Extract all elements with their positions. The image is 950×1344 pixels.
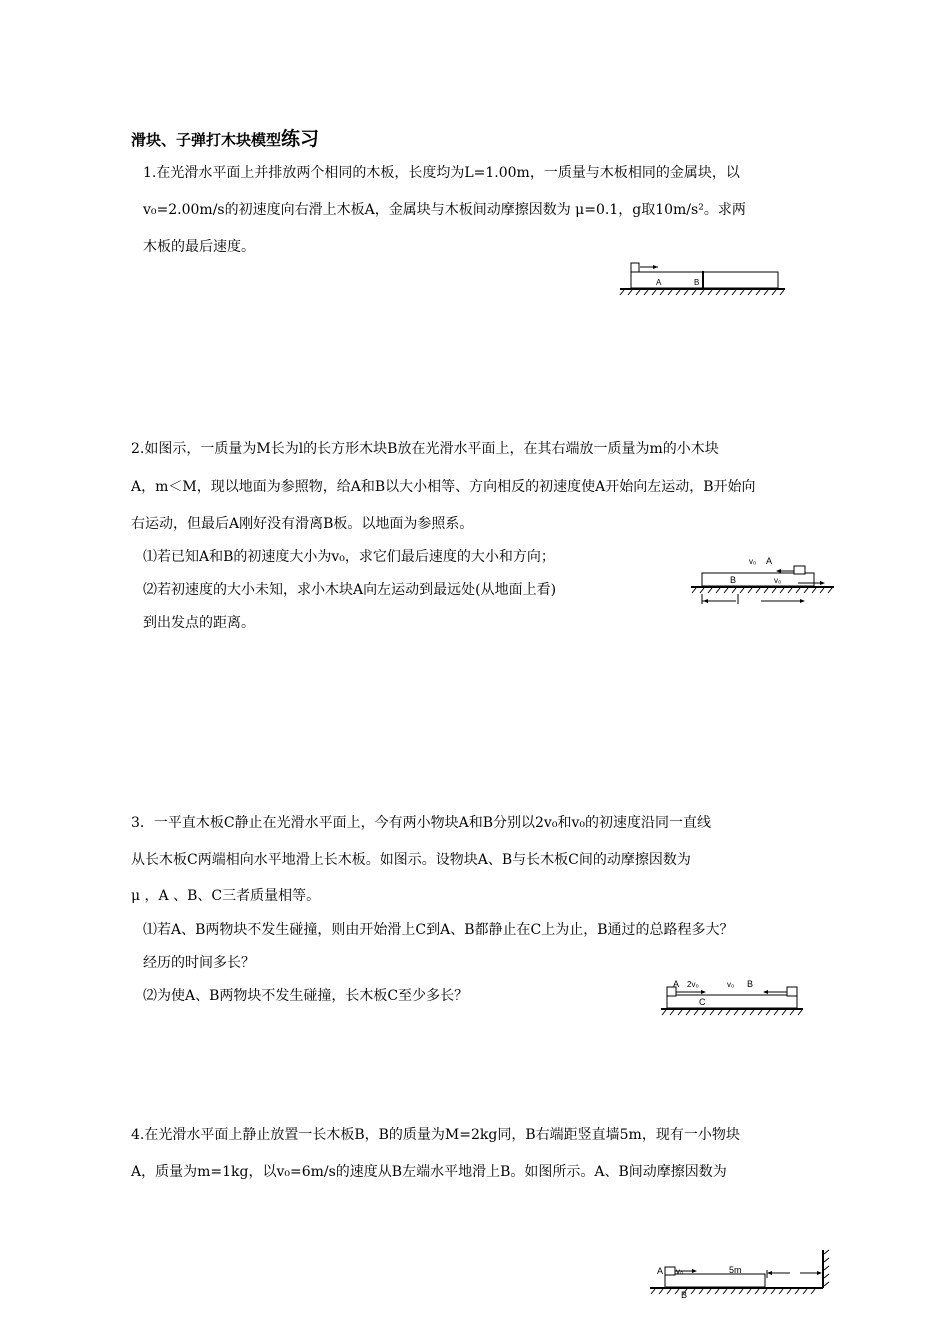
q3-block-b (787, 987, 797, 996)
q4-line-2: A，质量为m=1kg，以v₀=6m/s的速度从B左端水平地滑上B。如图所示。A、B间动摩擦因数为 (131, 1164, 727, 1180)
q1-board-a (631, 272, 703, 288)
q2-label-v0-bottom: v₀ (774, 576, 782, 585)
q1-board-b (703, 272, 778, 288)
q2-label-v0-top: v₀ (749, 557, 757, 566)
q1-ground-hatch (620, 290, 784, 295)
page-title (131, 124, 319, 151)
q3-line-3: μ ，A 、B、C三者质量相等。 (131, 888, 321, 904)
q3-line-1: 3．一平直木板C静止在光滑水平面上，今有两小物块A和B分别以2v₀和v₀的初速度沿同一直线 (131, 815, 711, 831)
q4-label-5m: 5m (729, 1265, 742, 1275)
q2-line-3: 右运动，但最后A刚好没有滑离B板。以地面为参照系。 (131, 516, 474, 532)
q3-ground-hatch (662, 1010, 802, 1015)
q1-line-3: 木板的最后速度。 (143, 239, 255, 255)
q2-board-b (702, 573, 814, 586)
q3-label-b: B (747, 979, 754, 989)
q4-figure (645, 1248, 845, 1300)
q4-line-1: 4.在光滑水平面上静止放置一长木板B，B的质量为M=2kg同，B右端距竖直墙5m，现有一小物块 (131, 1127, 740, 1143)
q2-line-6: 到出发点的距离。 (143, 615, 255, 631)
q2-block-a (794, 566, 805, 574)
q3-board-c (667, 995, 797, 1008)
q3-line-5: 经历的时间多长？ (143, 955, 255, 971)
q2-line-2: A，m＜M，现以地面为参照物，给A和B以大小相等、方向相反的初速度使A开始向左运动，B开始向 (131, 479, 756, 495)
q3-label-a: A (673, 979, 680, 989)
q1-line-1: 1.在光滑水平面上并排放两个相同的木板，长度均为L=1.00m，一质量与木板相同的金属块，以 (143, 165, 740, 181)
q1-metal-block (631, 263, 639, 272)
q2-figure (686, 552, 836, 614)
q4-wall-hatch (824, 1250, 829, 1286)
q3-label-2v0: 2v₀ (687, 980, 699, 989)
q3-label-v0: v₀ (727, 980, 735, 989)
q2-ground-hatch (692, 588, 832, 593)
q1-label-a: A (656, 278, 662, 287)
q3-figure (657, 976, 807, 1022)
q4-block-a (665, 1267, 675, 1275)
title-main: 滑块、子弹打木块模型 (131, 131, 282, 149)
q2-line-1: 2.如图示，一质量为M长为l的长方形木块B放在光滑水平面上，在其右端放一质量为m的小木块 (131, 441, 719, 457)
q2-label-b: B (730, 575, 737, 585)
q3-line-6: ⑵为使A、B两物块不发生碰撞，长木板C至少多长？ (143, 988, 469, 1004)
q4-label-a: A (657, 1266, 664, 1276)
q3-label-c: C (699, 997, 706, 1007)
q2-label-a: A (766, 556, 773, 566)
q1-figure (612, 258, 792, 298)
title-suffix: 练习 (281, 128, 320, 150)
q2-line-5: ⑵若初速度的大小未知，求小木块A向左运动到最远处(从地面上看) (143, 582, 557, 598)
q4-ground-hatch (651, 1289, 815, 1294)
q4-label-b: B (681, 1290, 688, 1300)
q2-line-4: ⑴若已知A和B的初速度大小为v₀，求它们最后速度的大小和方向； (143, 549, 555, 565)
q1-label-b: B (694, 278, 700, 287)
q4-label-v0: v₀ (676, 1267, 684, 1276)
q3-line-2: 从长木板C两端相向水平地滑上长木板。如图示。设物块A、B与长木板C间的动摩擦因数为 (131, 852, 691, 868)
q1-line-2: v₀=2.00m/s的初速度向右滑上木板A，金属块与木板间动摩擦因数为 μ=0.1，g取10m/s²。求两 (143, 202, 746, 218)
q3-line-4: ⑴若A、B两物块不发生碰撞，则由开始滑上C到A、B都静止在C上为止，B通过的总路程多大？ (143, 922, 734, 938)
